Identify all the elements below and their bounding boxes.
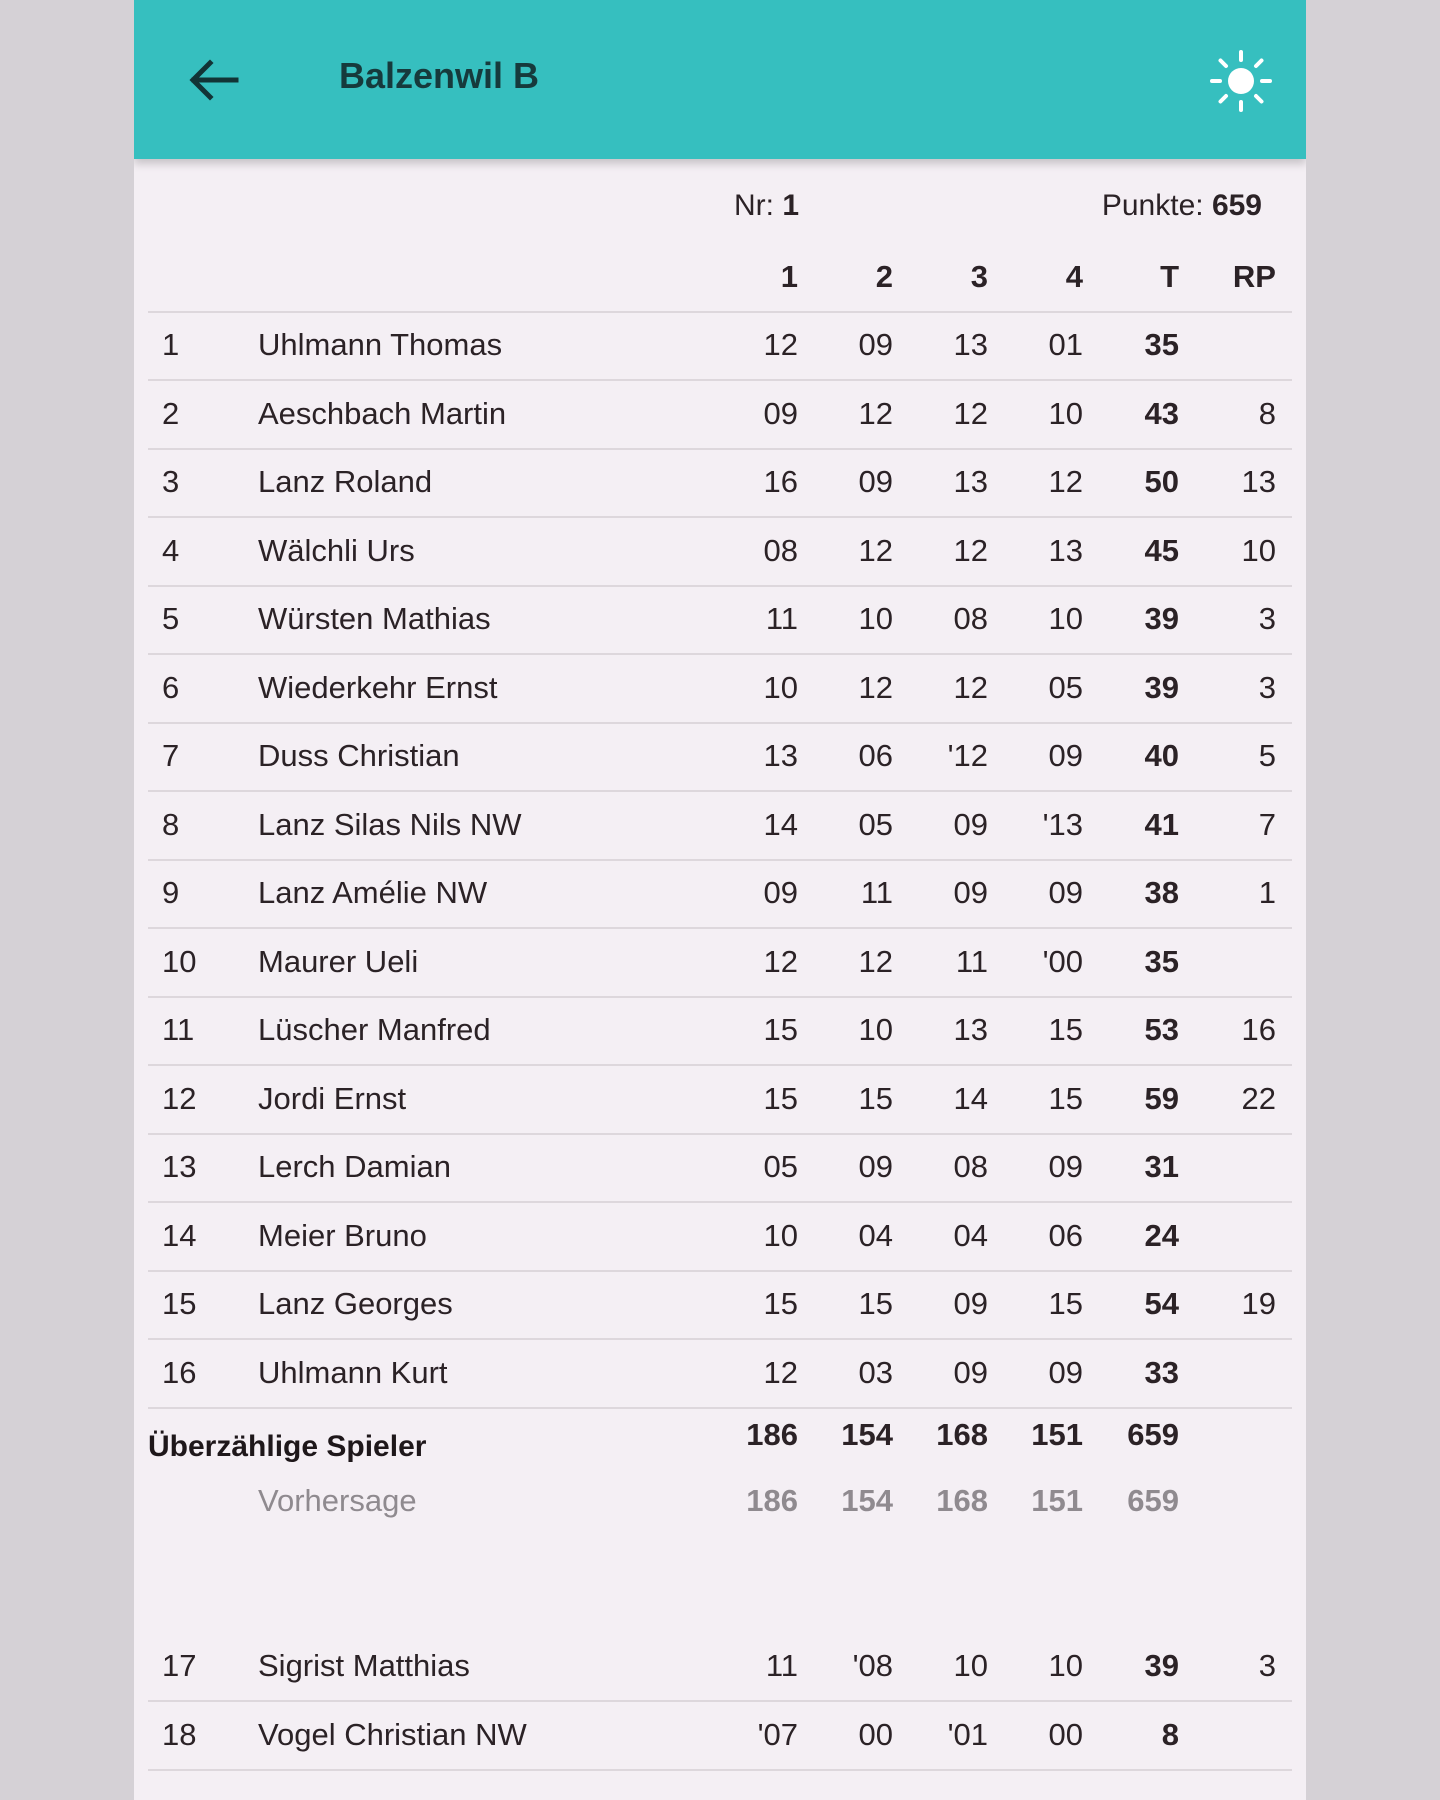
team-number xyxy=(734,189,799,223)
player-rank: 13 xyxy=(162,1149,197,1184)
player-rank: 12 xyxy=(162,1080,197,1116)
round-4-score: 09 xyxy=(1048,1354,1083,1390)
player-name: Lanz Amélie NW xyxy=(258,875,488,910)
forecast-round-4: 151 xyxy=(1031,1483,1083,1518)
round-2-score: 00 xyxy=(858,1716,893,1752)
round-1-score: 09 xyxy=(763,395,798,431)
table-row[interactable] xyxy=(148,859,1292,929)
player-rank: 18 xyxy=(162,1716,197,1752)
player-name: Würsten Mathias xyxy=(258,601,491,636)
round-3-score: 12 xyxy=(953,395,988,431)
round-2-score: 11 xyxy=(860,875,893,910)
total-score: 59 xyxy=(1144,1080,1179,1116)
total-sum: 659 xyxy=(1127,1417,1179,1452)
round-2-score: 10 xyxy=(858,601,893,636)
player-rank: 15 xyxy=(162,1286,197,1321)
player-name: Wälchli Urs xyxy=(258,532,415,568)
round-2-score: 10 xyxy=(858,1012,893,1047)
total-round-4: 151 xyxy=(1031,1417,1083,1452)
round-2-score: 09 xyxy=(858,464,893,499)
rp-score: 5 xyxy=(1258,738,1276,773)
rp-score: 3 xyxy=(1258,669,1276,705)
forecast-row xyxy=(148,1467,1292,1535)
round-2-score: 09 xyxy=(858,1149,893,1184)
round-3-score: 08 xyxy=(953,1149,988,1184)
round-1-score: 10 xyxy=(763,669,798,705)
player-rank: 14 xyxy=(162,1217,197,1253)
total-score: 35 xyxy=(1144,943,1179,979)
round-2-score: 12 xyxy=(858,395,893,431)
player-name: Aeschbach Martin xyxy=(258,395,507,431)
round-4-score: '13 xyxy=(1042,806,1083,842)
header-round-2: 2 xyxy=(875,259,893,294)
round-2-score: 05 xyxy=(858,806,893,842)
rp-score: 3 xyxy=(1258,1648,1276,1683)
team-points xyxy=(1102,189,1262,223)
total-round-2: 154 xyxy=(841,1417,893,1452)
player-name: Wiederkehr Ernst xyxy=(258,669,498,705)
round-4-score: 15 xyxy=(1048,1080,1083,1116)
round-2-score: 15 xyxy=(858,1286,893,1321)
round-4-score: 06 xyxy=(1048,1217,1083,1253)
round-4-score: 09 xyxy=(1048,875,1083,910)
team-points-value: 659 xyxy=(1211,189,1262,222)
round-4-score: 10 xyxy=(1048,601,1083,636)
round-1-score: 13 xyxy=(763,738,798,773)
rp-score: 7 xyxy=(1258,806,1276,842)
player-name: Lanz Georges xyxy=(258,1286,453,1321)
total-round-1: 186 xyxy=(746,1417,798,1452)
player-rank: 8 xyxy=(162,806,180,842)
round-1-score: 12 xyxy=(763,1354,798,1390)
round-1-score: 11 xyxy=(765,1648,798,1683)
header-total: T xyxy=(1160,259,1179,294)
total-score: 39 xyxy=(1144,1648,1179,1683)
total-score: 31 xyxy=(1144,1149,1179,1184)
round-1-score: 09 xyxy=(763,875,798,910)
team-number-label: Nr: xyxy=(734,189,774,222)
round-3-score: 04 xyxy=(953,1217,988,1253)
player-name: Lüscher Manfred xyxy=(258,1012,491,1047)
table-row[interactable] xyxy=(148,791,1292,861)
round-1-score: 10 xyxy=(763,1217,798,1253)
total-score: 43 xyxy=(1144,395,1179,431)
table-row[interactable] xyxy=(148,448,1292,518)
forecast-round-2: 154 xyxy=(841,1483,893,1518)
rp-score: 1 xyxy=(1258,875,1276,910)
forecast-label: Vorhersage xyxy=(258,1483,417,1518)
extra-players-heading: Überzählige Spieler xyxy=(148,1430,427,1463)
round-2-score: 12 xyxy=(858,943,893,979)
total-score: 24 xyxy=(1144,1217,1179,1253)
round-4-score: 10 xyxy=(1048,395,1083,431)
total-round-3: 168 xyxy=(936,1417,988,1452)
page-title: Balzenwil B xyxy=(339,55,540,96)
round-2-score: 09 xyxy=(858,327,893,362)
total-score: 38 xyxy=(1144,875,1179,910)
total-score: 39 xyxy=(1144,669,1179,705)
player-name: Uhlmann Thomas xyxy=(258,327,503,362)
table-row[interactable] xyxy=(148,585,1292,655)
round-2-score: 06 xyxy=(858,738,893,773)
back-button[interactable] xyxy=(184,50,244,110)
player-rank: 4 xyxy=(162,532,180,568)
player-rank: 16 xyxy=(162,1354,197,1390)
total-score: 35 xyxy=(1144,327,1179,362)
round-3-score: 13 xyxy=(953,1012,988,1047)
table-row[interactable] xyxy=(148,1339,1292,1409)
header-round-4: 4 xyxy=(1065,259,1083,294)
round-4-score: 12 xyxy=(1048,464,1083,499)
round-1-score: 16 xyxy=(763,464,798,499)
round-1-score: 05 xyxy=(763,1149,798,1184)
header-round-3: 3 xyxy=(970,259,988,294)
player-name: Lerch Damian xyxy=(258,1149,451,1184)
round-4-score: 15 xyxy=(1048,1286,1083,1321)
round-3-score: 14 xyxy=(953,1080,988,1116)
round-1-score: 08 xyxy=(763,532,798,568)
player-name: Vogel Christian NW xyxy=(258,1716,527,1752)
player-name: Lanz Roland xyxy=(258,464,433,499)
header-round-1: 1 xyxy=(780,259,798,294)
round-2-score: 15 xyxy=(858,1080,893,1116)
theme-toggle-button[interactable] xyxy=(1208,48,1274,114)
rp-score: 19 xyxy=(1241,1286,1276,1321)
player-name: Jordi Ernst xyxy=(258,1080,407,1116)
round-3-score: 09 xyxy=(953,875,988,910)
round-4-score: 13 xyxy=(1048,532,1083,568)
forecast-sum: 659 xyxy=(1127,1483,1179,1518)
round-3-score: 11 xyxy=(955,943,988,979)
table-row[interactable] xyxy=(148,1270,1292,1340)
player-rank: 7 xyxy=(162,738,180,773)
screen xyxy=(134,0,1306,1800)
forecast-round-1: 186 xyxy=(746,1483,798,1518)
table-row[interactable] xyxy=(148,311,1292,381)
round-4-score: 01 xyxy=(1048,327,1083,362)
rp-score: 3 xyxy=(1258,601,1276,636)
table-row[interactable] xyxy=(148,1632,1292,1702)
round-3-score: '12 xyxy=(947,738,988,773)
player-rank: 6 xyxy=(162,669,180,705)
table-row[interactable] xyxy=(148,1133,1292,1203)
total-score: 45 xyxy=(1144,532,1179,568)
table-row[interactable] xyxy=(148,722,1292,792)
rp-score: 16 xyxy=(1241,1012,1276,1047)
total-score: 33 xyxy=(1144,1354,1179,1390)
header-rp: RP xyxy=(1232,259,1276,294)
player-name: Sigrist Matthias xyxy=(258,1648,470,1683)
round-4-score: 00 xyxy=(1048,1716,1083,1752)
round-4-score: 05 xyxy=(1048,669,1083,705)
team-number-value: 1 xyxy=(782,189,800,222)
player-name: Meier Bruno xyxy=(258,1217,427,1253)
round-3-score: 13 xyxy=(953,464,988,499)
round-4-score: 10 xyxy=(1048,1648,1083,1683)
round-4-score: 15 xyxy=(1048,1012,1083,1047)
round-3-score: 09 xyxy=(953,806,988,842)
table-row[interactable] xyxy=(148,654,1292,724)
round-3-score: 08 xyxy=(953,601,988,636)
sun-icon xyxy=(1209,49,1273,113)
round-3-score: '01 xyxy=(947,1716,988,1752)
round-3-score: 09 xyxy=(953,1354,988,1390)
round-3-score: 12 xyxy=(953,669,988,705)
rp-score: 13 xyxy=(1241,464,1276,499)
round-1-score: 12 xyxy=(763,943,798,979)
table-row[interactable] xyxy=(148,1065,1292,1135)
round-3-score: 10 xyxy=(953,1648,988,1683)
round-1-score: 15 xyxy=(763,1012,798,1047)
total-score: 39 xyxy=(1144,601,1179,636)
round-1-score: 15 xyxy=(763,1080,798,1116)
player-rank: 9 xyxy=(162,875,180,910)
player-rank: 1 xyxy=(162,327,180,362)
player-name: Uhlmann Kurt xyxy=(258,1354,448,1390)
player-name: Duss Christian xyxy=(258,738,460,773)
total-score: 50 xyxy=(1144,464,1179,499)
player-rank: 2 xyxy=(162,395,180,431)
total-score: 41 xyxy=(1144,806,1179,842)
round-1-score: 12 xyxy=(763,327,798,362)
round-1-score: 15 xyxy=(763,1286,798,1321)
player-rank: 5 xyxy=(162,601,180,636)
player-rank: 10 xyxy=(162,943,197,979)
player-name: Maurer Ueli xyxy=(258,943,419,979)
table-row[interactable] xyxy=(148,1701,1292,1771)
round-3-score: 13 xyxy=(953,327,988,362)
table-row[interactable] xyxy=(148,380,1292,450)
app-bar xyxy=(134,0,1306,159)
table-row[interactable] xyxy=(148,517,1292,587)
round-2-score: '08 xyxy=(852,1648,893,1683)
player-rank: 11 xyxy=(162,1012,195,1047)
table-header xyxy=(148,243,1292,313)
round-4-score: '00 xyxy=(1042,943,1083,979)
round-4-score: 09 xyxy=(1048,1149,1083,1184)
table-row[interactable] xyxy=(148,996,1292,1066)
round-3-score: 09 xyxy=(953,1286,988,1321)
round-3-score: 12 xyxy=(953,532,988,568)
table-row[interactable] xyxy=(148,1202,1292,1272)
table-row[interactable] xyxy=(148,928,1292,998)
rp-score: 8 xyxy=(1258,395,1276,431)
total-score: 53 xyxy=(1144,1012,1179,1047)
round-1-score: '07 xyxy=(757,1716,798,1752)
round-1-score: 11 xyxy=(765,601,798,636)
total-score: 40 xyxy=(1144,738,1179,773)
rp-score: 22 xyxy=(1241,1080,1276,1116)
round-2-score: 12 xyxy=(858,532,893,568)
round-2-score: 04 xyxy=(858,1217,893,1253)
forecast-round-3: 168 xyxy=(936,1483,988,1518)
team-points-label: Punkte: xyxy=(1101,189,1204,222)
player-name: Lanz Silas Nils NW xyxy=(258,806,522,842)
rp-score: 10 xyxy=(1241,532,1276,568)
player-rank: 17 xyxy=(162,1648,197,1683)
total-score: 54 xyxy=(1144,1286,1179,1321)
arrow-left-icon xyxy=(188,58,240,102)
round-4-score: 09 xyxy=(1048,738,1083,773)
round-1-score: 14 xyxy=(763,806,798,842)
total-score: 8 xyxy=(1161,1716,1179,1752)
round-2-score: 12 xyxy=(858,669,893,705)
player-rank: 3 xyxy=(162,464,180,499)
round-2-score: 03 xyxy=(858,1354,893,1390)
